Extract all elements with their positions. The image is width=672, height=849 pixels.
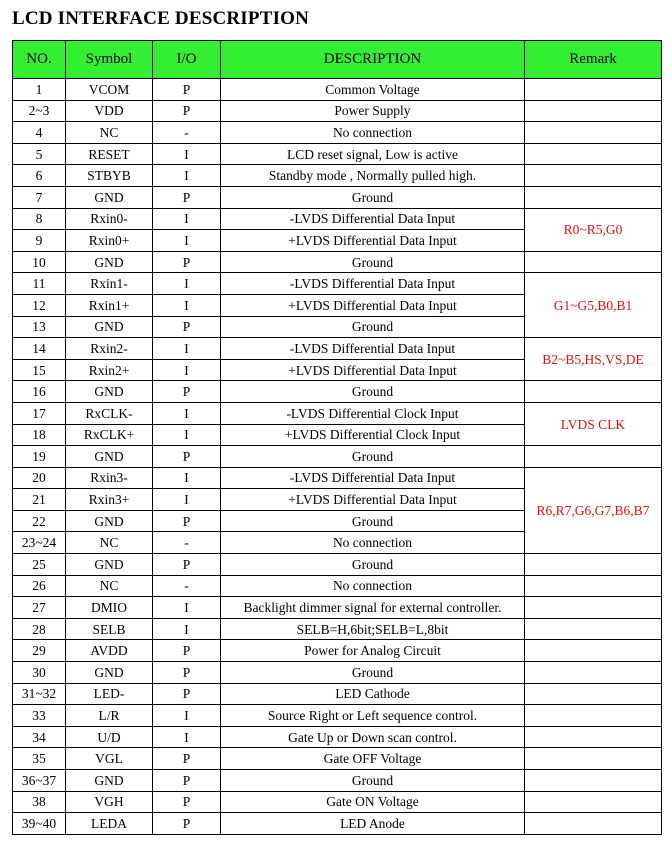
- symbol-cell: LED-: [66, 683, 153, 705]
- pin-number-cell: 27: [13, 597, 66, 619]
- pin-number-cell: 28: [13, 618, 66, 640]
- io-cell: P: [153, 186, 221, 208]
- remark-cell-empty: [525, 186, 662, 208]
- description-cell: Power Supply: [221, 100, 525, 122]
- symbol-cell: STBYB: [66, 165, 153, 187]
- description-cell: Ground: [221, 381, 525, 403]
- table-row: [13, 770, 662, 792]
- symbol-cell: Rxin3+: [66, 489, 153, 511]
- pin-number-cell: 26: [13, 575, 66, 597]
- io-cell: I: [153, 424, 221, 446]
- pin-number-cell: 1: [13, 79, 66, 101]
- remark-cell-empty: [525, 662, 662, 684]
- table-header-row: [13, 41, 662, 79]
- symbol-cell: Rxin0-: [66, 208, 153, 230]
- remark-cell-empty: [525, 79, 662, 101]
- pin-number-cell: 5: [13, 143, 66, 165]
- table-row: [13, 748, 662, 770]
- table-row: [13, 273, 662, 295]
- description-cell: +LVDS Differential Data Input: [221, 294, 525, 316]
- io-cell: -: [153, 532, 221, 554]
- description-cell: Ground: [221, 446, 525, 468]
- pin-number-cell: 25: [13, 554, 66, 576]
- pin-number-cell: 9: [13, 230, 66, 252]
- io-cell: I: [153, 143, 221, 165]
- description-cell: Ground: [221, 316, 525, 338]
- description-cell: Common Voltage: [221, 79, 525, 101]
- symbol-cell: VGH: [66, 791, 153, 813]
- symbol-cell: NC: [66, 575, 153, 597]
- remark-cell-empty: [525, 381, 662, 403]
- io-cell: I: [153, 597, 221, 619]
- table-row: [13, 726, 662, 748]
- symbol-cell: GND: [66, 251, 153, 273]
- io-cell: P: [153, 770, 221, 792]
- table-row: [13, 122, 662, 144]
- description-cell: No connection: [221, 575, 525, 597]
- table-row: [13, 381, 662, 403]
- io-cell: P: [153, 79, 221, 101]
- remark-cell-empty: [525, 640, 662, 662]
- pin-number-cell: 35: [13, 748, 66, 770]
- pin-number-cell: 8: [13, 208, 66, 230]
- description-cell: Ground: [221, 770, 525, 792]
- page-title: LCD INTERFACE DESCRIPTION: [12, 8, 310, 29]
- io-cell: I: [153, 618, 221, 640]
- description-cell: +LVDS Differential Data Input: [221, 230, 525, 252]
- pin-number-cell: 36~37: [13, 770, 66, 792]
- symbol-cell: GND: [66, 446, 153, 468]
- symbol-cell: Rxin1+: [66, 294, 153, 316]
- table-row: [13, 662, 662, 684]
- col-header-description: DESCRIPTION: [221, 41, 525, 79]
- pin-number-cell: 33: [13, 705, 66, 727]
- io-cell: I: [153, 359, 221, 381]
- io-cell: P: [153, 813, 221, 835]
- pin-number-cell: 30: [13, 662, 66, 684]
- pin-number-cell: 4: [13, 122, 66, 144]
- remark-cell-empty: [525, 165, 662, 187]
- symbol-cell: GND: [66, 381, 153, 403]
- remark-cell-empty: [525, 748, 662, 770]
- table-row: [13, 446, 662, 468]
- description-cell: -LVDS Differential Clock Input: [221, 402, 525, 424]
- description-cell: -LVDS Differential Data Input: [221, 338, 525, 360]
- symbol-cell: GND: [66, 662, 153, 684]
- io-cell: I: [153, 705, 221, 727]
- remark-cell-empty: [525, 446, 662, 468]
- pin-number-cell: 12: [13, 294, 66, 316]
- pin-number-cell: 34: [13, 726, 66, 748]
- symbol-cell: NC: [66, 122, 153, 144]
- table-row: [13, 251, 662, 273]
- io-cell: I: [153, 402, 221, 424]
- pin-number-cell: 2~3: [13, 100, 66, 122]
- symbol-cell: L/R: [66, 705, 153, 727]
- description-cell: Source Right or Left sequence control.: [221, 705, 525, 727]
- io-cell: I: [153, 273, 221, 295]
- io-cell: P: [153, 381, 221, 403]
- description-cell: Backlight dimmer signal for external controller.: [221, 597, 525, 619]
- pin-number-cell: 31~32: [13, 683, 66, 705]
- pin-number-cell: 13: [13, 316, 66, 338]
- description-cell: Ground: [221, 554, 525, 576]
- io-cell: P: [153, 554, 221, 576]
- remark-cell-empty: [525, 813, 662, 835]
- pin-number-cell: 39~40: [13, 813, 66, 835]
- table-row: [13, 186, 662, 208]
- description-cell: Ground: [221, 186, 525, 208]
- symbol-cell: Rxin2+: [66, 359, 153, 381]
- pin-number-cell: 15: [13, 359, 66, 381]
- remark-cell-empty: [525, 122, 662, 144]
- remark-cell: R6,R7,G6,G7,B6,B7: [525, 467, 662, 553]
- symbol-cell: DMIO: [66, 597, 153, 619]
- remark-cell-empty: [525, 705, 662, 727]
- remark-cell-empty: [525, 597, 662, 619]
- symbol-cell: Rxin0+: [66, 230, 153, 252]
- pin-number-cell: 17: [13, 402, 66, 424]
- symbol-cell: VCOM: [66, 79, 153, 101]
- description-cell: Gate ON Voltage: [221, 791, 525, 813]
- table-row: [13, 402, 662, 424]
- symbol-cell: RESET: [66, 143, 153, 165]
- description-cell: +LVDS Differential Data Input: [221, 489, 525, 511]
- table-body: [13, 79, 662, 835]
- io-cell: P: [153, 683, 221, 705]
- symbol-cell: LEDA: [66, 813, 153, 835]
- symbol-cell: GND: [66, 770, 153, 792]
- remark-cell-empty: [525, 143, 662, 165]
- io-cell: I: [153, 165, 221, 187]
- description-cell: Ground: [221, 662, 525, 684]
- symbol-cell: GND: [66, 316, 153, 338]
- io-cell: I: [153, 294, 221, 316]
- io-cell: -: [153, 122, 221, 144]
- remark-cell: R0~R5,G0: [525, 208, 662, 251]
- col-header-symbol: Symbol: [66, 41, 153, 79]
- col-header-no: NO.: [13, 41, 66, 79]
- description-cell: No connection: [221, 122, 525, 144]
- pin-number-cell: 23~24: [13, 532, 66, 554]
- table-row: [13, 813, 662, 835]
- pin-number-cell: 20: [13, 467, 66, 489]
- description-cell: -LVDS Differential Data Input: [221, 208, 525, 230]
- io-cell: I: [153, 338, 221, 360]
- description-cell: LED Anode: [221, 813, 525, 835]
- io-cell: P: [153, 662, 221, 684]
- description-cell: No connection: [221, 532, 525, 554]
- io-cell: P: [153, 510, 221, 532]
- pin-number-cell: 14: [13, 338, 66, 360]
- io-cell: I: [153, 467, 221, 489]
- symbol-cell: Rxin1-: [66, 273, 153, 295]
- remark-cell-empty: [525, 791, 662, 813]
- table-row: [13, 640, 662, 662]
- io-cell: P: [153, 251, 221, 273]
- table-row: [13, 79, 662, 101]
- table-row: [13, 575, 662, 597]
- pin-number-cell: 18: [13, 424, 66, 446]
- symbol-cell: GND: [66, 510, 153, 532]
- description-cell: -LVDS Differential Data Input: [221, 273, 525, 295]
- io-cell: I: [153, 489, 221, 511]
- description-cell: Standby mode , Normally pulled high.: [221, 165, 525, 187]
- pin-number-cell: 29: [13, 640, 66, 662]
- table-row: [13, 791, 662, 813]
- symbol-cell: GND: [66, 554, 153, 576]
- remark-cell-empty: [525, 100, 662, 122]
- pin-number-cell: 10: [13, 251, 66, 273]
- pin-number-cell: 6: [13, 165, 66, 187]
- remark-cell-empty: [525, 575, 662, 597]
- table-row: [13, 165, 662, 187]
- pin-number-cell: 11: [13, 273, 66, 295]
- remark-cell-empty: [525, 683, 662, 705]
- description-cell: Gate Up or Down scan control.: [221, 726, 525, 748]
- table-row: [13, 100, 662, 122]
- table-row: [13, 618, 662, 640]
- description-cell: SELB=H,6bit;SELB=L,8bit: [221, 618, 525, 640]
- col-header-remark: Remark: [525, 41, 662, 79]
- symbol-cell: VGL: [66, 748, 153, 770]
- table-row: [13, 705, 662, 727]
- symbol-cell: NC: [66, 532, 153, 554]
- remark-cell-empty: [525, 770, 662, 792]
- io-cell: P: [153, 446, 221, 468]
- symbol-cell: RxCLK+: [66, 424, 153, 446]
- symbol-cell: VDD: [66, 100, 153, 122]
- symbol-cell: Rxin3-: [66, 467, 153, 489]
- pin-number-cell: 21: [13, 489, 66, 511]
- description-cell: LCD reset signal, Low is active: [221, 143, 525, 165]
- remark-cell-empty: [525, 554, 662, 576]
- remark-cell: LVDS CLK: [525, 402, 662, 445]
- description-cell: +LVDS Differential Clock Input: [221, 424, 525, 446]
- remark-cell-empty: [525, 618, 662, 640]
- io-cell: I: [153, 230, 221, 252]
- io-cell: P: [153, 640, 221, 662]
- description-cell: Ground: [221, 251, 525, 273]
- symbol-cell: SELB: [66, 618, 153, 640]
- description-cell: -LVDS Differential Data Input: [221, 467, 525, 489]
- description-cell: +LVDS Differential Data Input: [221, 359, 525, 381]
- description-cell: Ground: [221, 510, 525, 532]
- description-cell: Power for Analog Circuit: [221, 640, 525, 662]
- io-cell: P: [153, 316, 221, 338]
- pin-table: [12, 40, 662, 835]
- io-cell: P: [153, 100, 221, 122]
- io-cell: P: [153, 748, 221, 770]
- pin-number-cell: 38: [13, 791, 66, 813]
- table-row: [13, 683, 662, 705]
- pin-number-cell: 22: [13, 510, 66, 532]
- remark-cell-empty: [525, 251, 662, 273]
- symbol-cell: RxCLK-: [66, 402, 153, 424]
- io-cell: -: [153, 575, 221, 597]
- description-cell: LED Cathode: [221, 683, 525, 705]
- pin-number-cell: 19: [13, 446, 66, 468]
- table-row: [13, 554, 662, 576]
- symbol-cell: AVDD: [66, 640, 153, 662]
- table-row: [13, 467, 662, 489]
- table-row: [13, 208, 662, 230]
- col-header-io: I/O: [153, 41, 221, 79]
- description-cell: Gate OFF Voltage: [221, 748, 525, 770]
- remark-cell: G1~G5,B0,B1: [525, 273, 662, 338]
- table-row: [13, 338, 662, 360]
- pin-number-cell: 16: [13, 381, 66, 403]
- symbol-cell: GND: [66, 186, 153, 208]
- symbol-cell: U/D: [66, 726, 153, 748]
- io-cell: I: [153, 726, 221, 748]
- io-cell: I: [153, 208, 221, 230]
- table-row: [13, 143, 662, 165]
- io-cell: P: [153, 791, 221, 813]
- remark-cell: B2~B5,HS,VS,DE: [525, 338, 662, 381]
- remark-cell-empty: [525, 726, 662, 748]
- symbol-cell: Rxin2-: [66, 338, 153, 360]
- table-row: [13, 597, 662, 619]
- pin-number-cell: 7: [13, 186, 66, 208]
